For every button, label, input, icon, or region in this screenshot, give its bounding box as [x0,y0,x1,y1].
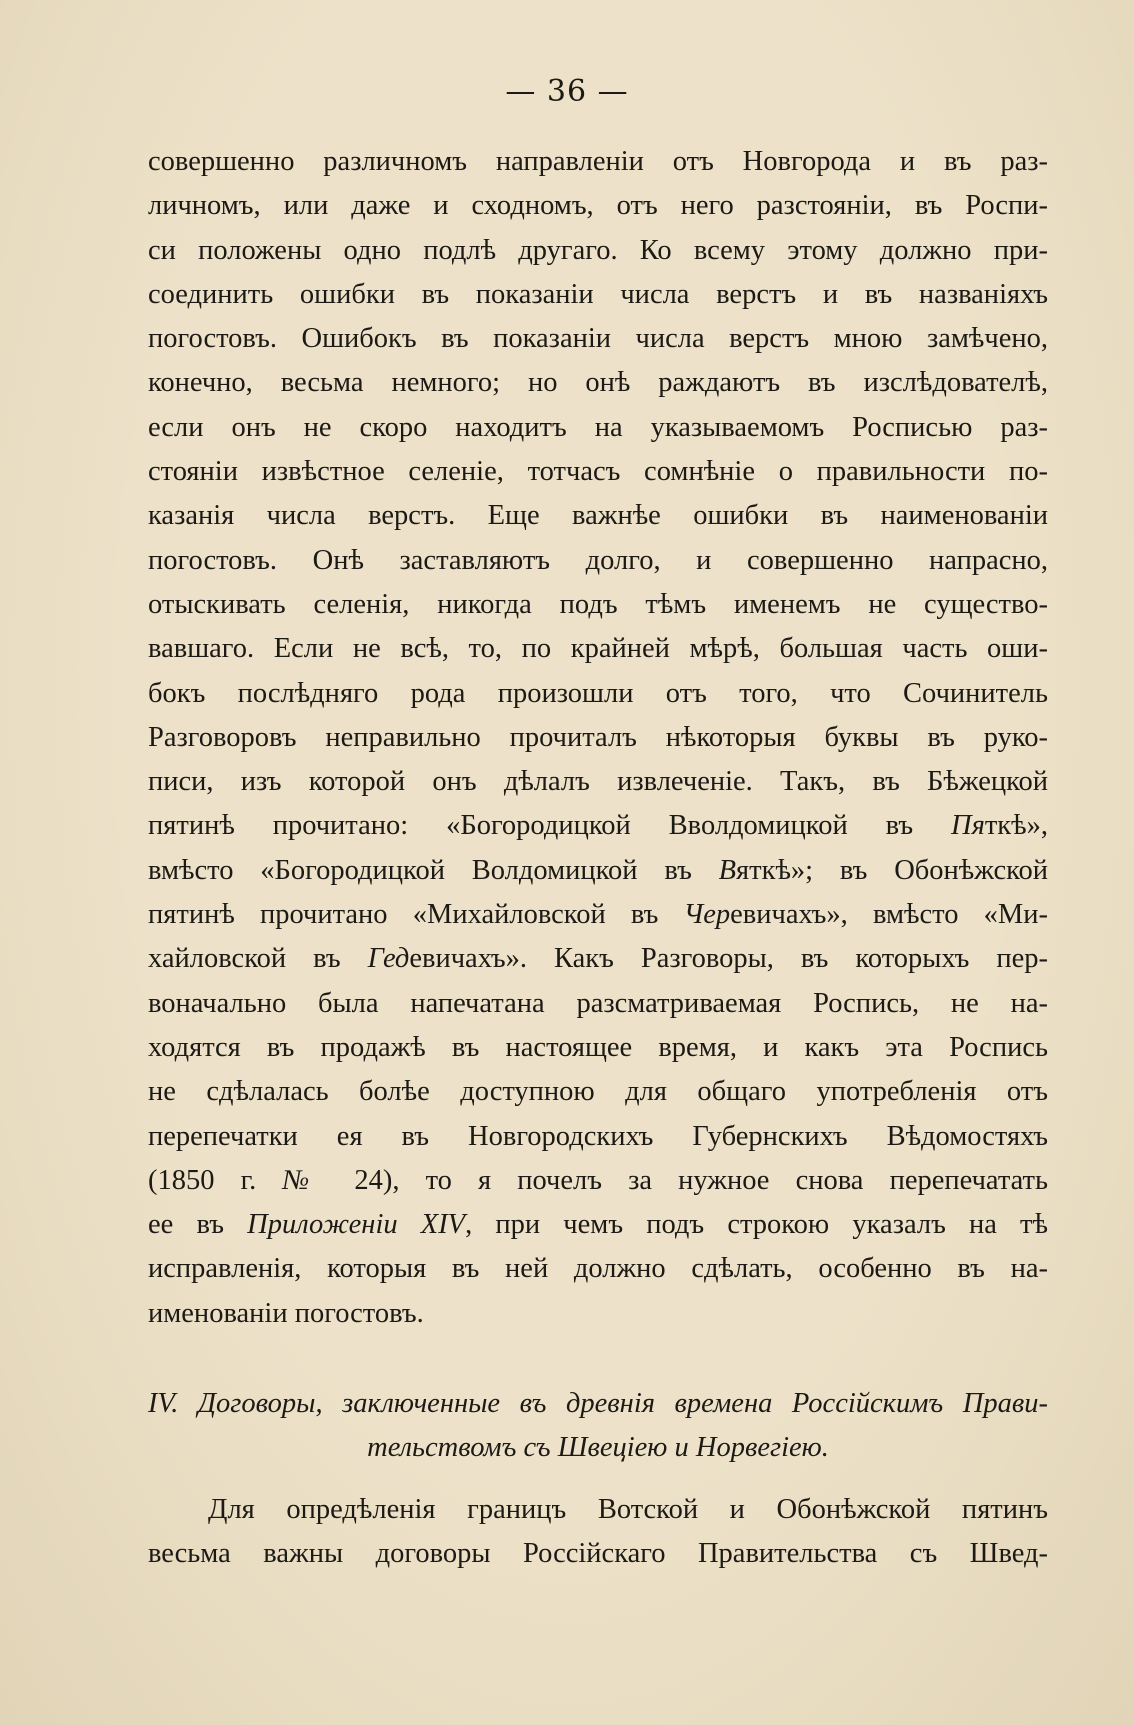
text-segment: ткѣ», [984,810,1048,842]
text-segment: 24), то я почелъ за нужное снова перепечатать [328,1164,1048,1196]
text-line: писи, изъ которой онъ дѣлалъ извлеченіе. Такъ, въ Бѣжецкой [148,766,1048,798]
text-line: воначально была напечатана разсматриваемая Роспись, не на- [148,987,1048,1019]
text-line: бокъ послѣдняго рода произошли отъ того, что Сочинитель [148,677,1048,709]
italic-segment: Приложеніи XIV [247,1209,466,1241]
text-line: совершенно различномъ направленіи отъ Новгорода и въ раз- [148,146,1048,177]
text-segment: яткѣ»; въ Обонѣжской [736,854,1048,886]
paragraph-2-line-1: Для опредѣленія границъ Вотской и Обонѣжской пятинъ [208,1494,1048,1525]
italic-segment: Гед [367,943,410,975]
text-line: вавшаго. Если не всѣ, то, по крайней мѣрѣ, большая часть оши- [148,633,1048,665]
text-line: именованіи погостовъ. [148,1297,424,1329]
text-line [148,849,1048,893]
text-segment: пятинѣ прочитано «Михайловской въ [148,899,684,931]
italic-segment: Чер [683,899,731,931]
text-line: перепечатки ея въ Новгородскихъ Губернскихъ Вѣдомостяхъ [148,1120,1048,1152]
text-segment: пятинѣ прочитано: «Богородицкой Вволдомицкой въ [148,810,951,842]
text-line: конечно, весьма немного; но онѣ раждаютъ въ изслѣдователѣ, [148,367,1048,399]
italic-segment: В [718,854,737,886]
text-line: соединить ошибки въ показаніи числа верстъ и въ названіяхъ [148,278,1048,310]
text-line: Разговоровъ неправильно прочиталъ нѣкоторыя буквы въ руко- [148,721,1048,753]
text-segment: евичахъ», вмѣсто «Ми- [730,899,1048,931]
text-line: погостовъ. Онѣ заставляютъ долго, и совершенно напрасно, [148,544,1048,576]
heading-line-2: тельствомъ съ Швеціею и Норвегіею. [367,1432,829,1464]
text-line [148,937,1048,981]
text-segment: евичахъ». Какъ Разговоры, въ которыхъ пер- [409,943,1048,975]
text-line: ходятся въ продажѣ въ настоящее время, и какъ эта Роспись [148,1031,1048,1063]
italic-segment: № [282,1164,329,1196]
text-segment: ее въ [148,1209,248,1241]
paragraph-1 [148,140,1048,1336]
heading-line-1: IV. Договоры, заключенные въ древнія времена Россійскимъ Прави- [148,1388,1048,1419]
italic-segment: Пя [951,810,985,842]
text-line: не сдѣлалась болѣе доступною для общаго употребленія отъ [148,1076,1048,1108]
section-heading [148,1382,1048,1471]
text-line [148,804,1048,848]
text-segment: хайловской въ [148,943,368,975]
text-line [148,1203,1048,1247]
text-line [148,1159,1048,1203]
text-line: си положены одно подлѣ другаго. Ко всему этому должно при- [148,234,1048,266]
text-line: отыскивать селенія, никогда подъ тѣмъ именемъ не существо- [148,588,1048,620]
text-line: стояніи извѣстное селеніе, тотчасъ сомнѣніе о правильности по- [148,456,1048,488]
text-line: личномъ, или даже и сходномъ, отъ него разстояніи, въ Роспи- [148,190,1048,222]
paragraph-2-line-2: весьма важны договоры Россійскаго Правительства съ Швед- [148,1538,1048,1570]
text-segment: (1850 г. [148,1164,283,1196]
text-line: казанія числа верстъ. Еще важнѣе ошибки въ наименованіи [148,500,1048,532]
text-segment: вмѣсто «Богородицкой Волдомицкой въ [148,854,719,886]
paragraph-2 [148,1488,1048,1577]
text-line: если онъ не скоро находитъ на указываемомъ Росписью раз- [148,411,1048,443]
text-segment: , при чемъ подъ строкою указалъ на тѣ [465,1209,1048,1241]
page-number: — 36 — [505,74,629,109]
text-line: исправленія, которыя въ ней должно сдѣлать, особенно въ на- [148,1253,1048,1285]
text-line [148,893,1048,937]
text-line: погостовъ. Ошибокъ въ показаніи числа верстъ мною замѣчено, [148,323,1048,355]
